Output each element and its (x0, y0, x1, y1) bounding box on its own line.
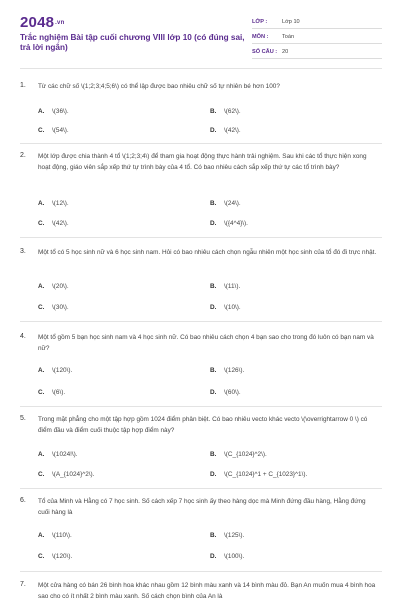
page-title: Trắc nghiệm Bài tập cuối chương VIII lớp 10 (có đúng sai, trả lời ngắn) (20, 33, 245, 52)
question-6 (20, 497, 382, 569)
option-c[interactable]: C. \(30\). (38, 304, 69, 311)
question-number: 7. (20, 581, 26, 588)
option-d[interactable]: D. \(42\). (210, 127, 241, 134)
question-text: Một cửa hàng có bán 26 bình hoa khác nhau gồm 12 bình màu xanh và 14 bình màu đỏ. Bạn An muốn mua 4 bình hoa sao cho có ít nhất 2 bình màu xanh. Số cách chọn bình của An là (38, 582, 376, 600)
header-divider (20, 68, 382, 69)
option-d[interactable]: D. \(60\). (210, 389, 241, 396)
question-4 (20, 333, 382, 405)
option-d[interactable]: D. \(100\). (210, 553, 245, 560)
option-b[interactable]: B. \(24\). (210, 200, 241, 207)
question-text: Một lớp được chia thành 4 tổ \(1;2;3;4\) để tham gia hoạt động thực hành trải nghiệm. Sau khi các tổ thực hiện xong hoạt động, giáo viên sắp xếp thứ tự trình bày của 4 tổ. Có bao nhiêu cách sắp xếp thứ tự các tổ trình bày? (38, 153, 367, 171)
option-b[interactable]: B. \(126\). (210, 367, 245, 374)
meta-count-row (252, 46, 382, 59)
meta-subject-value: Toán (282, 34, 295, 40)
meta-class-label: LỚP : (252, 19, 268, 25)
meta-count-value: 20 (282, 49, 289, 55)
option-a[interactable]: A. \(120\). (38, 367, 73, 374)
question-number: 5. (20, 415, 26, 422)
option-b[interactable]: B. \(125\). (210, 532, 245, 539)
option-a[interactable]: A. \(110\). (38, 532, 72, 539)
page-header (20, 14, 382, 60)
question-number: 2. (20, 152, 26, 159)
option-b[interactable]: B. \(62\). (210, 108, 241, 115)
option-c[interactable]: C. \(54\). (38, 127, 69, 134)
question-number: 6. (20, 497, 26, 504)
question-divider (20, 406, 382, 407)
option-a[interactable]: A. \(1024!\). (38, 451, 78, 458)
site-logo[interactable] (20, 14, 64, 31)
question-text: Một tổ gồm 5 bạn học sinh nam và 4 học sinh nữ. Có bao nhiêu cách chọn 4 bạn sao cho trong đó luôn có bạn nam và nữ? (38, 334, 374, 352)
meta-subject-label: MÔN : (252, 34, 269, 40)
question-text: Trong mặt phẳng cho một tập hợp gồm 1024 điểm phân biệt. Có bao nhiêu vecto khác vecto \(\overrightarrow 0 \) có điểm đầu và điểm cuối thuộc tập hợp điểm này? (38, 416, 368, 434)
logo-suffix: .vn (55, 20, 65, 27)
question-divider (20, 571, 382, 572)
question-text: Từ các chữ số \(1;2;3;4;5;6\) có thể lập được bao nhiêu chữ số tự nhiên bé hơn 100? (38, 83, 280, 90)
option-d[interactable]: D. \(C_{1024}^1 + C_{1023}^1\). (210, 471, 308, 478)
option-a[interactable]: A. \(12\). (38, 200, 69, 207)
option-c[interactable]: C. \(A_{1024}^2\). (38, 471, 95, 478)
question-divider (20, 488, 382, 489)
option-c[interactable]: C. \(6\). (38, 389, 66, 396)
option-a[interactable]: A. \(20\). (38, 283, 69, 290)
question-number: 3. (20, 248, 26, 255)
question-divider (20, 321, 382, 322)
option-a[interactable]: A. \(36\). (38, 108, 69, 115)
question-text: Một tổ có 5 học sinh nữ và 6 học sinh nam. Hỏi có bao nhiêu cách chọn ngẫu nhiên một học sinh của tổ đó đi trực nhật. (38, 249, 377, 256)
question-number: 4. (20, 333, 26, 340)
question-5 (20, 415, 382, 487)
question-number: 1. (20, 82, 26, 89)
question-7 (20, 581, 382, 600)
meta-subject-row (252, 31, 382, 44)
option-c[interactable]: C. \(42\). (38, 220, 69, 227)
option-b[interactable]: B. \(11\). (210, 283, 241, 290)
question-divider (20, 237, 382, 238)
option-d[interactable]: D. \(10\). (210, 304, 241, 311)
meta-count-label: SỐ CÂU : (252, 49, 278, 55)
meta-class-row (252, 16, 382, 29)
logo-text: 2048 (20, 14, 55, 31)
question-divider (20, 143, 382, 144)
question-3 (20, 248, 382, 320)
question-2 (20, 152, 382, 236)
quiz-meta (252, 16, 382, 61)
option-d[interactable]: D. \({4^4}\). (210, 220, 248, 227)
option-b[interactable]: B. \(C_{1024}^2\). (210, 451, 267, 458)
question-1 (20, 82, 382, 142)
option-c[interactable]: C. \(120\). (38, 553, 73, 560)
question-text: Tổ của Minh và Hằng có 7 học sinh. Số cách xếp 7 học sinh ấy theo hàng dọc mà Minh đứng đầu hàng, Hằng đứng cuối hàng là (38, 498, 366, 516)
meta-class-value: Lớp 10 (282, 19, 300, 25)
